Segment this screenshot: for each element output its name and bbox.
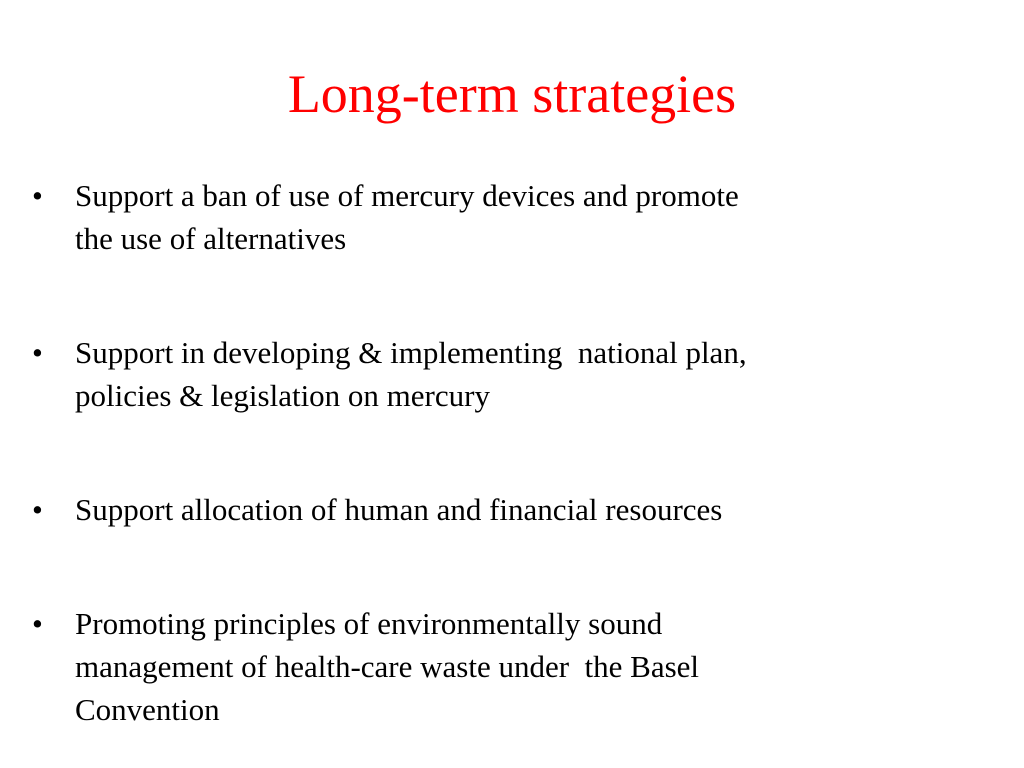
bullet-text-line: Support a ban of use of mercury devices and promote [75,178,739,213]
bullet-list [0,174,1024,731]
bullet-text-line: the use of alternatives [75,221,347,256]
bullet-item-4 [0,602,1024,731]
bullet-text-line: Convention [75,692,220,727]
bullet-text-line: Promoting principles of environmentally sound [75,606,663,641]
bullet-marker: • [32,178,43,213]
slide-title: Long-term strategies [287,64,737,124]
bullet-text-line: management of health-care waste under the Basel [75,649,700,684]
bullet-item-1 [0,174,1024,260]
bullet-text-line: Support allocation of human and financial resources [75,492,723,527]
bullet-item-3 [0,488,1024,531]
bullet-marker: • [32,606,43,641]
bullet-marker: • [32,335,43,370]
bullet-text-line: Support in developing & implementing national plan, [75,335,747,370]
bullet-item-2 [0,331,1024,417]
bullet-marker: • [32,492,43,527]
bullet-text-line: policies & legislation on mercury [75,378,490,413]
